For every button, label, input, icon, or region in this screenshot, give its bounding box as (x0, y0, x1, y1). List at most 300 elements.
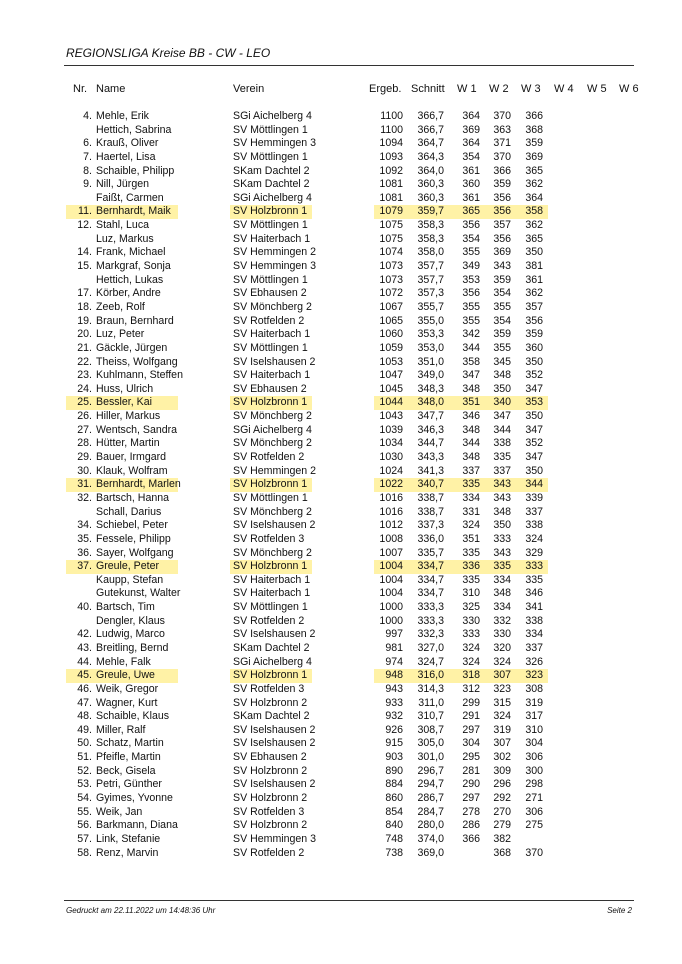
round3-cell: 361 (525, 273, 543, 286)
table-row (0, 315, 682, 329)
name-cell: Link, Stefanie (96, 832, 161, 845)
round3-cell: 326 (525, 655, 543, 668)
club-cell: SV Holzbronn 1 (233, 669, 308, 682)
table-row (0, 792, 682, 806)
average-cell: 366,7 (417, 123, 444, 136)
round1-cell: 310 (462, 587, 480, 600)
round2-cell: 340 (493, 396, 511, 409)
club-cell: SV Holzbronn 2 (233, 792, 308, 805)
results-table (0, 110, 682, 860)
round1-cell: 324 (462, 519, 480, 532)
club-cell: SV Holzbronn 1 (233, 205, 308, 218)
average-cell: 344,7 (417, 437, 444, 450)
rank-cell: 19. (77, 314, 92, 327)
name-cell: Gyimes, Yvonne (96, 792, 173, 805)
round2-cell: 347 (493, 410, 511, 423)
result-cell: 1007 (379, 546, 403, 559)
result-cell: 1022 (379, 478, 403, 491)
round1-cell: 286 (462, 819, 480, 832)
average-cell: 374,0 (417, 832, 444, 845)
table-row (0, 165, 682, 179)
table-row (0, 547, 682, 561)
round2-cell: 330 (493, 628, 511, 641)
average-cell: 324,7 (417, 655, 444, 668)
club-cell: SV Hemmingen 3 (233, 832, 317, 845)
round3-cell: 335 (525, 573, 543, 586)
rank-cell: 57. (77, 832, 92, 845)
table-row (0, 765, 682, 779)
club-cell: SV Rotfelden 3 (233, 532, 305, 545)
name-cell: Mehle, Falk (96, 655, 151, 668)
table-row (0, 519, 682, 533)
round2-cell: 348 (493, 369, 511, 382)
round1-cell: 348 (462, 451, 480, 464)
result-cell: 1004 (379, 587, 403, 600)
rank-cell: 37. (77, 560, 92, 573)
name-cell: Braun, Bernhard (96, 314, 174, 327)
name-cell: Hettich, Sabrina (96, 123, 172, 136)
club-cell: SKam Dachtel 2 (233, 178, 310, 191)
rank-cell: 22. (77, 355, 92, 368)
name-cell: Beck, Gisela (96, 764, 156, 777)
round2-cell: 359 (493, 273, 511, 286)
round3-cell: 338 (525, 614, 543, 627)
rank-cell: 30. (77, 464, 92, 477)
name-cell: Faißt, Carmen (96, 191, 164, 204)
print-timestamp: Gedruckt am 22.11.2022 um 14:48:36 Uhr (66, 906, 216, 915)
result-cell: 1016 (379, 491, 403, 504)
average-cell: 314,3 (417, 682, 444, 695)
table-row (0, 710, 682, 724)
rank-cell: 24. (77, 382, 92, 395)
average-cell: 332,3 (417, 628, 444, 641)
round1-cell: 347 (462, 369, 480, 382)
average-cell: 311,0 (418, 696, 444, 709)
result-cell: 1039 (379, 423, 403, 436)
result-cell: 1079 (379, 205, 403, 218)
rank-cell: 54. (77, 792, 92, 805)
round2-cell: 359 (493, 178, 511, 191)
average-cell: 296,7 (417, 764, 444, 777)
rank-cell: 32. (77, 491, 92, 504)
table-row (0, 751, 682, 765)
round3-cell: 381 (525, 260, 543, 273)
round1-cell: 312 (462, 682, 480, 695)
rank-cell: 53. (77, 778, 92, 791)
club-cell: SV Holzbronn 2 (233, 764, 308, 777)
round3-cell: 341 (525, 601, 543, 614)
name-cell: Sayer, Wolfgang (96, 546, 174, 559)
round1-cell: 304 (462, 737, 480, 750)
footer-divider (64, 900, 634, 901)
average-cell: 333,3 (417, 601, 444, 614)
average-cell: 351,0 (417, 355, 444, 368)
rank-cell: 7. (83, 150, 92, 163)
round3-cell: 300 (525, 764, 543, 777)
club-cell: SGi Aichelberg 4 (233, 423, 312, 436)
table-row (0, 396, 682, 410)
table-row (0, 233, 682, 247)
average-cell: 359,7 (417, 205, 444, 218)
result-cell: 1074 (379, 246, 403, 259)
rank-cell: 9. (83, 178, 92, 191)
header-w4: W 4 (554, 83, 574, 95)
name-cell: Schatz, Martin (96, 737, 164, 750)
rank-cell: 4. (83, 110, 92, 122)
average-cell: 316,0 (417, 669, 444, 682)
club-cell: SV Rotfelden 2 (233, 314, 305, 327)
name-cell: Weik, Gregor (96, 682, 159, 695)
round2-cell: 343 (493, 260, 511, 273)
round3-cell: 317 (525, 710, 543, 723)
table-row (0, 478, 682, 492)
round3-cell: 369 (525, 150, 543, 163)
rank-cell: 52. (77, 764, 92, 777)
average-cell: 353,0 (417, 341, 444, 354)
name-cell: Dengler, Klaus (96, 614, 165, 627)
table-row (0, 492, 682, 506)
round2-cell: 370 (493, 150, 511, 163)
round2-cell: 357 (493, 219, 511, 232)
round1-cell: 346 (462, 410, 480, 423)
name-cell: Bernhardt, Marlen (96, 478, 181, 491)
average-cell: 280,0 (417, 819, 444, 832)
round2-cell: 334 (493, 601, 511, 614)
round3-cell: 347 (525, 423, 543, 436)
name-cell: Stahl, Luca (96, 219, 150, 232)
club-cell: SV Mönchberg 2 (233, 300, 312, 313)
round3-cell: 298 (525, 778, 543, 791)
average-cell: 358,3 (417, 232, 444, 245)
result-cell: 1073 (379, 260, 403, 273)
name-cell: Schaible, Philipp (96, 164, 175, 177)
round3-cell: 364 (525, 191, 543, 204)
rank-cell: 6. (83, 137, 92, 150)
result-cell: 1004 (379, 573, 403, 586)
rank-cell: 25. (77, 396, 92, 409)
table-row (0, 819, 682, 833)
result-cell: 981 (385, 641, 403, 654)
round2-cell: 319 (493, 723, 511, 736)
round3-cell: 350 (525, 464, 543, 477)
club-cell: SV Holzbronn 1 (233, 478, 308, 491)
name-cell: Zeeb, Rolf (96, 300, 145, 313)
document-title: REGIONSLIGA Kreise BB - CW - LEO (66, 46, 271, 60)
club-cell: SV Möttlingen 1 (233, 123, 308, 136)
rank-cell: 42. (77, 628, 92, 641)
rank-cell: 17. (77, 287, 92, 300)
rank-cell: 21. (77, 341, 92, 354)
round1-cell: 331 (462, 505, 480, 518)
table-row (0, 506, 682, 520)
name-cell: Kaupp, Stefan (96, 573, 164, 586)
header-name: Name (96, 83, 126, 95)
round3-cell: 359 (525, 137, 543, 150)
round2-cell: 348 (493, 587, 511, 600)
table-row (0, 274, 682, 288)
round2-cell: 296 (493, 778, 511, 791)
round2-cell: 324 (493, 710, 511, 723)
result-cell: 1092 (379, 164, 403, 177)
result-cell: 1100 (380, 123, 403, 136)
table-row (0, 833, 682, 847)
round1-cell: 356 (462, 287, 480, 300)
round1-cell: 351 (462, 532, 480, 545)
average-cell: 333,3 (417, 614, 444, 627)
name-cell: Renz, Marvin (96, 846, 159, 859)
table-row (0, 778, 682, 792)
round3-cell: 339 (525, 491, 543, 504)
result-cell: 974 (385, 655, 403, 668)
round2-cell: 370 (493, 110, 511, 122)
average-cell: 353,3 (417, 328, 444, 341)
round2-cell: 382 (493, 832, 511, 845)
club-cell: SV Möttlingen 1 (233, 273, 308, 286)
round1-cell: 358 (462, 355, 480, 368)
round3-cell: 310 (525, 723, 543, 736)
club-cell: SV Ebhausen 2 (233, 287, 307, 300)
name-cell: Frank, Michael (96, 246, 166, 259)
name-cell: Theiss, Wolfgang (96, 355, 178, 368)
header-w1: W 1 (457, 83, 477, 95)
result-cell: 915 (385, 737, 403, 750)
round3-cell: 323 (525, 669, 543, 682)
table-row (0, 356, 682, 370)
round2-cell: 323 (493, 682, 511, 695)
club-cell: SV Iselshausen 2 (233, 628, 316, 641)
rank-cell: 34. (77, 519, 92, 532)
round3-cell: 362 (525, 219, 543, 232)
round2-cell: 302 (493, 751, 511, 764)
round2-cell: 335 (493, 451, 511, 464)
header-verein: Verein (233, 83, 265, 95)
rank-cell: 12. (77, 219, 92, 232)
club-cell: SV Haiterbach 1 (233, 573, 311, 586)
club-cell: SV Hemmingen 2 (233, 464, 317, 477)
round3-cell: 360 (525, 341, 543, 354)
round3-cell: 368 (525, 123, 543, 136)
result-cell: 1008 (379, 532, 403, 545)
rank-cell: 14. (77, 246, 92, 259)
round1-cell: 360 (462, 178, 480, 191)
round1-cell: 351 (462, 396, 480, 409)
result-cell: 1072 (379, 287, 403, 300)
round1-cell: 324 (462, 641, 480, 654)
name-cell: Petri, Günther (96, 778, 162, 791)
round2-cell: 270 (493, 805, 511, 818)
round1-cell: 299 (462, 696, 480, 709)
result-cell: 1004 (379, 560, 403, 573)
table-row (0, 574, 682, 588)
round1-cell: 356 (462, 219, 480, 232)
name-cell: Nill, Jürgen (96, 178, 149, 191)
round3-cell: 346 (525, 587, 543, 600)
club-cell: SGi Aichelberg 4 (233, 191, 312, 204)
result-cell: 933 (385, 696, 403, 709)
round3-cell: 306 (525, 751, 543, 764)
table-row (0, 628, 682, 642)
round2-cell: 333 (493, 532, 511, 545)
result-cell: 1065 (379, 314, 403, 327)
header-w5: W 5 (587, 83, 607, 95)
name-cell: Luz, Peter (96, 328, 145, 341)
average-cell: 357,3 (417, 287, 444, 300)
club-cell: SV Rotfelden 2 (233, 451, 305, 464)
header-divider (64, 65, 634, 66)
result-cell: 748 (385, 832, 403, 845)
round2-cell: 348 (493, 505, 511, 518)
club-cell: SV Haiterbach 1 (233, 328, 311, 341)
club-cell: SV Holzbronn 2 (233, 819, 308, 832)
round2-cell: 356 (493, 232, 511, 245)
round2-cell: 335 (493, 560, 511, 573)
name-cell: Luz, Markus (96, 232, 154, 245)
round1-cell: 366 (462, 832, 480, 845)
name-cell: Bauer, Irmgard (96, 451, 167, 464)
round2-cell: 307 (493, 737, 511, 750)
name-cell: Bartsch, Hanna (96, 491, 170, 504)
round1-cell: 281 (462, 764, 480, 777)
round3-cell: 362 (525, 287, 543, 300)
average-cell: 301,0 (417, 751, 444, 764)
round1-cell: 344 (462, 437, 480, 450)
name-cell: Gutekunst, Walter (96, 587, 181, 600)
result-cell: 948 (385, 669, 403, 682)
name-cell: Hütter, Martin (96, 437, 160, 450)
round1-cell: 333 (462, 628, 480, 641)
club-cell: SV Iselshausen 2 (233, 778, 316, 791)
rank-cell: 56. (77, 819, 92, 832)
round2-cell: 334 (493, 573, 511, 586)
result-cell: 840 (385, 819, 403, 832)
name-cell: Huss, Ulrich (96, 382, 154, 395)
round3-cell: 334 (525, 628, 543, 641)
average-cell: 308,7 (417, 723, 444, 736)
round2-cell: 343 (493, 478, 511, 491)
average-cell: 341,3 (417, 464, 444, 477)
result-cell: 1093 (379, 150, 403, 163)
round3-cell: 338 (525, 519, 543, 532)
round3-cell: 366 (525, 110, 543, 122)
result-cell: 926 (385, 723, 403, 736)
table-row (0, 151, 682, 165)
round3-cell: 333 (525, 560, 543, 573)
name-cell: Bartsch, Tim (96, 601, 155, 614)
average-cell: 310,7 (417, 710, 444, 723)
result-cell: 1047 (379, 369, 403, 382)
name-cell: Pfeifle, Martin (96, 751, 161, 764)
table-row (0, 669, 682, 683)
average-cell: 358,0 (417, 246, 444, 259)
average-cell: 355,7 (417, 300, 444, 313)
club-cell: SV Haiterbach 1 (233, 587, 311, 600)
round2-cell: 354 (493, 314, 511, 327)
round1-cell: 324 (462, 655, 480, 668)
round2-cell: 369 (493, 246, 511, 259)
round1-cell: 330 (462, 614, 480, 627)
result-cell: 860 (385, 792, 403, 805)
result-cell: 1075 (379, 219, 403, 232)
result-cell: 1044 (379, 396, 403, 409)
name-cell: Mehle, Erik (96, 110, 149, 122)
average-cell: 336,0 (417, 532, 444, 545)
club-cell: SV Möttlingen 1 (233, 150, 308, 163)
round3-cell: 352 (525, 369, 543, 382)
round2-cell: 292 (493, 792, 511, 805)
table-row (0, 642, 682, 656)
name-cell: Miller, Ralf (96, 723, 146, 736)
club-cell: SV Holzbronn 2 (233, 696, 308, 709)
round2-cell: 320 (493, 641, 511, 654)
table-row (0, 178, 682, 192)
round1-cell: 364 (462, 137, 480, 150)
result-cell: 1060 (379, 328, 403, 341)
round1-cell: 325 (462, 601, 480, 614)
name-cell: Haertel, Lisa (96, 150, 156, 163)
average-cell: 364,0 (417, 164, 444, 177)
table-row (0, 587, 682, 601)
club-cell: SV Rotfelden 3 (233, 682, 305, 695)
header-w6: W 6 (619, 83, 639, 95)
round1-cell: 295 (462, 751, 480, 764)
club-cell: SKam Dachtel 2 (233, 710, 310, 723)
rank-cell: 8. (83, 164, 92, 177)
result-cell: 1081 (379, 178, 403, 191)
result-cell: 1024 (379, 464, 403, 477)
round3-cell: 347 (525, 451, 543, 464)
result-cell: 1059 (379, 341, 403, 354)
average-cell: 360,3 (417, 178, 444, 191)
rank-cell: 48. (77, 710, 92, 723)
club-cell: SV Iselshausen 2 (233, 737, 316, 750)
club-cell: SV Möttlingen 1 (233, 491, 308, 504)
name-cell: Hettich, Lukas (96, 273, 164, 286)
result-cell: 903 (385, 751, 403, 764)
round3-cell: 304 (525, 737, 543, 750)
round3-cell: 350 (525, 355, 543, 368)
rank-cell: 31. (77, 478, 92, 491)
round1-cell: 348 (462, 423, 480, 436)
table-row (0, 847, 682, 861)
table-row (0, 437, 682, 451)
round1-cell: 342 (462, 328, 480, 341)
table-row (0, 287, 682, 301)
round3-cell: 358 (525, 205, 543, 218)
average-cell: 305,0 (417, 737, 444, 750)
result-cell: 854 (385, 805, 403, 818)
round3-cell: 337 (525, 505, 543, 518)
name-cell: Fessele, Philipp (96, 532, 171, 545)
round1-cell: 318 (462, 669, 480, 682)
table-row (0, 383, 682, 397)
average-cell: 357,7 (417, 260, 444, 273)
result-cell: 1094 (379, 137, 403, 150)
rank-cell: 28. (77, 437, 92, 450)
rank-cell: 23. (77, 369, 92, 382)
club-cell: SV Ebhausen 2 (233, 751, 307, 764)
average-cell: 357,7 (417, 273, 444, 286)
name-cell: Schiebel, Peter (96, 519, 168, 532)
header-schnitt: Schnitt (411, 83, 445, 95)
table-row (0, 656, 682, 670)
page-number: Seite 2 (607, 906, 632, 915)
club-cell: SV Rotfelden 2 (233, 846, 305, 859)
result-cell: 890 (385, 764, 403, 777)
average-cell: 369,0 (417, 846, 444, 859)
round3-cell: 337 (525, 641, 543, 654)
round1-cell: 355 (462, 246, 480, 259)
rank-cell: 47. (77, 696, 92, 709)
